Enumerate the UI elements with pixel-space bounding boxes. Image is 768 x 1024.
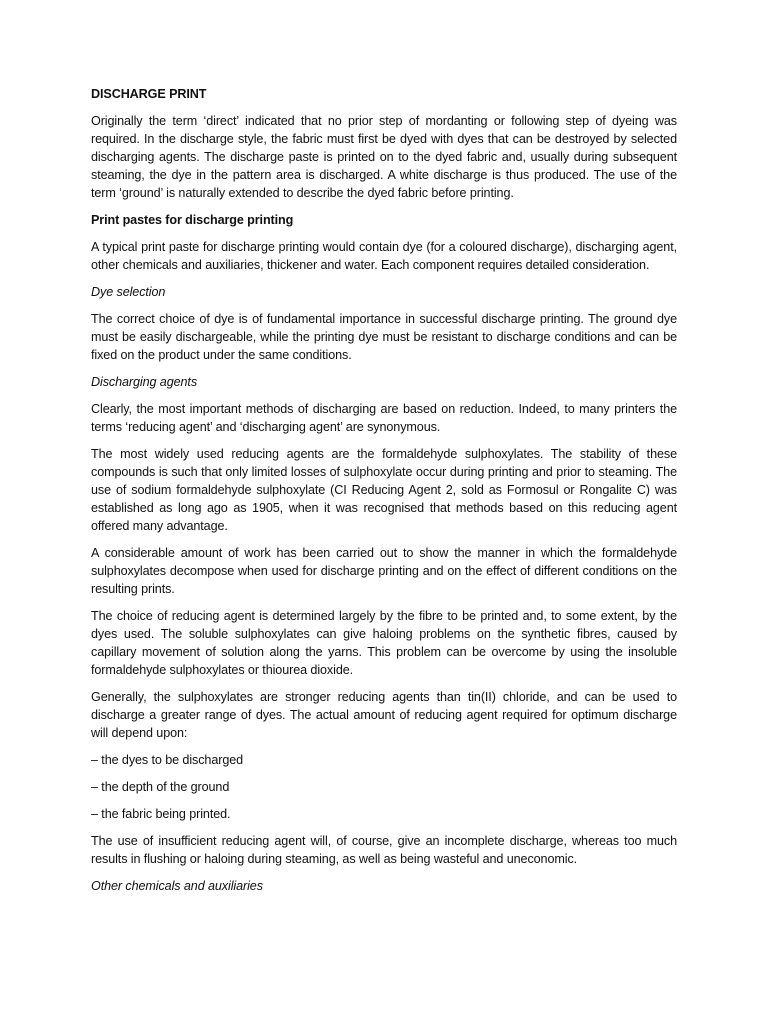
subheading-discharging-agents: Discharging agents [91, 375, 198, 389]
bullet-item-fabric: – the fabric being printed. [91, 807, 231, 821]
document-page [91, 85, 677, 904]
document-title: DISCHARGE PRINT [91, 87, 207, 101]
bullet-item-depth: – the depth of the ground [91, 780, 230, 794]
subheading-other-chemicals: Other chemicals and auxiliaries [91, 879, 263, 893]
paragraph-decomposition: A considerable amount of work has been carried out to show the manner in which the formaldehyde sulphoxylates decompose when used for discharge printing and on the effect of different conditions on the resulting prints. [91, 546, 677, 596]
paragraph-reduction: Clearly, the most important methods of discharging are based on reduction. Indeed, to many printers the terms ‘reducing agent’ and ‘discharging agent’ are synonymous. [91, 402, 677, 434]
subheading-dye-selection: Dye selection [91, 285, 166, 299]
paragraph-print-paste: A typical print paste for discharge printing would contain dye (for a coloured discharge), discharging agent, other chemicals and auxiliaries, thickener and water. Each component requires detailed consideration. [91, 240, 677, 272]
paragraph-choice-of-agent: The choice of reducing agent is determined largely by the fibre to be printed and, to some extent, by the dyes used. The soluble sulphoxylates can give haloing problems on the synthetic fibres, caused by capillary movement of solution along the yarns. This problem can be overcome by using the insoluble formaldehyde sulphoxylates or thiourea dioxide. [91, 609, 677, 677]
paragraph-sulphoxylates: The most widely used reducing agents are the formaldehyde sulphoxylates. The stability of these compounds is such that only limited losses of sulphoxylate occur during printing and prior to steaming. The use of sodium formaldehyde sulphoxylate (CI Reducing Agent 2, sold as Formosul or Rongalite C) was established as long ago as 1905, when it was recognised that methods based on this reducing agent offered many advantage. [91, 447, 677, 533]
paragraph-dye-selection: The correct choice of dye is of fundamental importance in successful discharge printing. The ground dye must be easily dischargeable, while the printing dye must be resistant to discharge conditions and can be fixed on the product under the same conditions. [91, 312, 677, 362]
section-heading-print-pastes: Print pastes for discharge printing [91, 213, 294, 227]
bullet-item-dyes: – the dyes to be discharged [91, 753, 244, 767]
paragraph-amount-required: Generally, the sulphoxylates are stronger reducing agents than tin(II) chloride, and can be used to discharge a greater range of dyes. The actual amount of reducing agent required for optimum discharge will depend upon: [91, 690, 677, 740]
paragraph-intro: Originally the term ‘direct’ indicated that no prior step of mordanting or following step of dyeing was required. In the discharge style, the fabric must first be dyed with dyes that can be destroyed by selected discharging agents. The discharge paste is printed on to the dyed fabric and, usually during subsequent steaming, the dye in the pattern area is discharged. A white discharge is thus produced. The use of the term ‘ground’ is naturally extended to describe the dyed fabric before printing. [91, 114, 677, 200]
paragraph-insufficient-agent: The use of insufficient reducing agent will, of course, give an incomplete discharge, whereas too much results in flushing or haloing during steaming, as well as being wasteful and uneconomic. [91, 834, 677, 866]
